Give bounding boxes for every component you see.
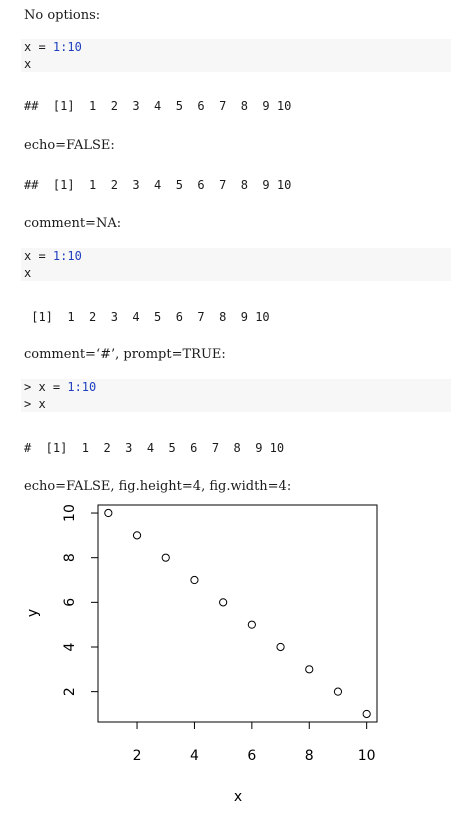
code-text: > x [24, 397, 46, 411]
y-tick-label: 2 [62, 687, 78, 697]
code-number: 1:10 [52, 249, 82, 263]
code-text: x [24, 57, 32, 71]
code-text: x [24, 266, 32, 280]
code-text: x = [24, 249, 53, 263]
y-tick-label: 10 [62, 504, 78, 522]
code-output: ## [1] 1 2 3 4 5 6 7 8 9 10 [24, 178, 292, 192]
x-axis-label: x [233, 789, 243, 805]
code-output: # [1] 1 2 3 4 5 6 7 8 9 10 [24, 441, 285, 455]
x-axis [133, 722, 376, 764]
y-tick-label: 4 [62, 642, 78, 652]
code-output: [1] 1 2 3 4 5 6 7 8 9 10 [24, 310, 270, 324]
code-text: > x = [24, 380, 68, 394]
section-heading-comment-na: comment=NA: [24, 216, 122, 231]
data-point [191, 576, 198, 583]
data-point [133, 532, 140, 539]
data-point [334, 688, 341, 695]
y-axis-label: y [25, 608, 41, 618]
y-tick-label: 6 [62, 597, 78, 607]
x-tick-label: 6 [247, 748, 257, 764]
x-tick-label: 2 [132, 748, 142, 764]
section-heading-plot-options: echo=FALSE, fig.height=4, fig.width=4: [24, 479, 292, 494]
code-number: 1:10 [67, 380, 97, 394]
y-tick-label: 8 [62, 553, 78, 563]
data-point [277, 643, 284, 650]
data-point [306, 666, 313, 673]
data-point [220, 599, 227, 606]
section-heading-no-options: No options: [24, 8, 101, 23]
code-output: ## [1] 1 2 3 4 5 6 7 8 9 10 [24, 99, 292, 113]
data-point [105, 509, 112, 516]
data-point [162, 554, 169, 561]
data-points [105, 509, 371, 717]
y-axis [62, 504, 98, 696]
code-text: x = [24, 40, 53, 54]
x-tick-label: 10 [357, 748, 376, 764]
code-number: 1:10 [52, 40, 82, 54]
x-tick-label: 4 [189, 748, 199, 764]
section-heading-comment-prompt: comment=‘#’, prompt=TRUE: [24, 347, 226, 362]
data-point [363, 710, 370, 717]
x-tick-label: 8 [304, 748, 314, 764]
section-heading-echo-false: echo=FALSE: [24, 138, 115, 153]
data-point [248, 621, 255, 628]
